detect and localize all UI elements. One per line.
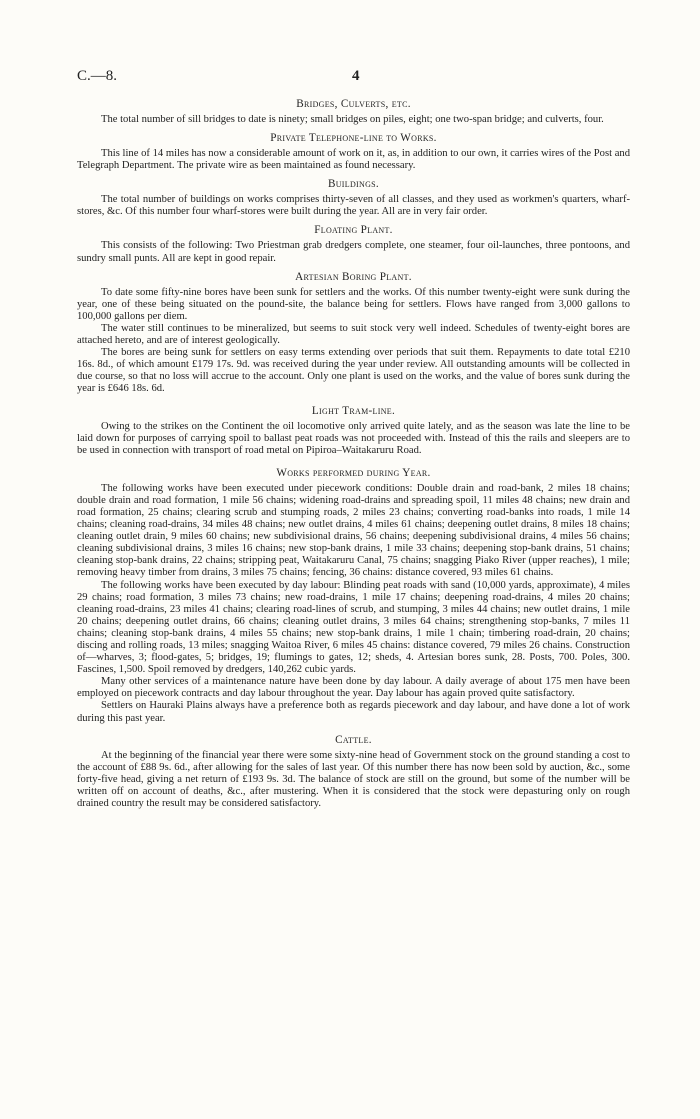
page-header: [77, 68, 630, 90]
section-floating-plant: [77, 224, 630, 264]
section-heading: Bridges, Culverts, etc.: [296, 98, 411, 110]
section-heading: Buildings.: [327, 178, 380, 191]
section-buildings: [77, 178, 630, 218]
section-works-performed: [77, 467, 630, 725]
section-telephone: [77, 132, 630, 172]
section-heading: Works performed during Year.: [276, 466, 431, 479]
section-heading: Artesian Boring Plant.: [295, 270, 412, 283]
paragraph: The following works have been executed under piecework conditions: Double drain and road-bank, 2 miles 18 chains; double drain and road formation, 1 mile 56 chains; widening road-drains and spreading spoil, 11 miles 48 chains; new drain and road formation, 25 chains; clearing scrub and stumping roads, 2 miles 23 chains; converting road-banks into roads, 1 mile 14 chains; cleaning road-drains, 34 miles 48 chains; new outlet drains, 4 miles 61 chains; deepening outlet drains, 8 miles 18 chains; cleaning outlet drain, 9 miles 60 chains; new subdivisional drains, 56 chains; deepening subdivisional drains, 4 miles 56 chains; cleaning subdivisional drains, 3 miles 16 chains; new stop-bank drains, 1 mile 33 chains; deepening stop-bank drains, 51 chains; cleaning stop-bank drains, 22 chains; stripping peat, Waitakaruru Canal, 75 chains; snagging Piako River (upper reaches), 1 mile; removing heavy timber from drains, 3 miles 75 chains; fencing, 36 chains: distance covered, 93 miles 61 chains.: [77, 482, 630, 579]
section-light-tram-line: [77, 405, 630, 457]
section-heading: Private Telephone-line to Works.: [270, 132, 437, 145]
document-code: C.—8.: [77, 68, 118, 84]
paragraph: To date some fifty-nine bores have been sunk for settlers and the works. Of this number twenty-eight were sunk during the year, one of these being situated on the pound-site, the balance being for settlers. Flows have ranged from 3,000 gallons to 100,000 gallons per diem.: [77, 286, 630, 322]
paragraph: This consists of the following: Two Priestman grab dredgers complete, one steamer, four oil-launches, three pontoons, and sundry small punts. All are kept in good repair.: [77, 240, 630, 264]
paragraph: The bores are being sunk for settlers on easy terms extending over periods that suit them. Repayments to date total £210 16s. 8d., of which amount £179 17s. 9d. was received during the year under review. All outstanding amounts will be collected in due course, so that no loss will accrue to the account. Only one plant is used on the works, and the value of bores sunk during the year is £646 18s. 6d.: [77, 347, 630, 395]
section-heading: Cattle.: [335, 733, 372, 746]
section-bridges: [77, 98, 630, 126]
page-number: 4: [352, 68, 360, 84]
section-artesian-boring: [77, 271, 630, 396]
section-heading: Light Tram-line.: [311, 404, 396, 417]
paragraph: Owing to the strikes on the Continent the oil locomotive only arrived quite lately, and as the season was late the line to be laid down for purposes of carrying spoil to ballast peat roads was not proceeded with. Instead of this the rails and sleepers are to be used in connection with transport of road metal on Pipiroa–Waitakaruru Road.: [77, 420, 630, 456]
paragraph: The total number of sill bridges to date is ninety; small bridges on piles, eight; one two-span bridge; and culverts, four.: [101, 114, 604, 125]
paragraph: Settlers on Hauraki Plains always have a preference both as regards piecework and day labour, and have done a lot of work during this past year.: [77, 700, 630, 724]
paragraph: This line of 14 miles has now a considerable amount of work on it, as, in addition to our own, it carries wires of the Post and Telegraph Department. The private wire as been maintained as found necessary.: [77, 148, 630, 172]
section-cattle: [77, 734, 630, 810]
paragraph: Many other services of a maintenance nature have been done by day labour. A daily average of about 175 men have been employed on piecework contracts and day labour throughout the year. Day labour has again proved quite satisfactory.: [77, 676, 630, 700]
section-heading: Floating Plant.: [314, 224, 393, 237]
paragraph: The total number of buildings on works comprises thirty-seven of all classes, and they used as workmen's quarters, wharf-stores, &c. Of this number four wharf-stores were built during the year. All are in very fair order.: [77, 194, 630, 218]
paragraph: The following works have been executed by day labour: Blinding peat roads with sand (10,000 yards, approximate), 4 miles 29 chains; road formation, 3 miles 73 chains; new road-drains, 1 mile 17 chains; deepening road-drains, 4 miles 20 chains; cleaning road-drains, 23 miles 41 chains; clearing road-lines of scrub, and stumping, 3 miles 44 chains; new outlet drains, 1 mile 20 chains; deepening outlet drains, 66 chains; cleaning outlet drains, 3 miles 64 chains; strengthening stop-banks, 7 miles 11 chains; cleaning stop-bank drains, 4 miles 55 chains; new stop-bank drains, 1 mile 1 chain; timbering road-drain, 20 chains; discing and rolling roads, 13 miles; snagging Waitoa River, 6 miles 45 chains: distance covered, 79 miles 26 chains. Construction of—wharves, 3; flood-gates, 5; bridges, 19; flumings to gates, 12; sheds, 4. Artesian bores sunk, 28. Posts, 700. Poles, 300. Fascines, 1,500. Spoil removed by dredgers, 140,262 cubic yards.: [77, 579, 630, 676]
paragraph: The water still continues to be mineralized, but seems to suit stock very well indeed. Schedules of twenty-eight bores are attached hereto, and are of interest geologically.: [77, 322, 630, 347]
paragraph: At the beginning of the financial year there were some sixty-nine head of Government stock on the ground standing a cost to the account of £88 9s. 6d., after allowing for the sales of last year. Of this number there has now been sold by auction, &c., some forty-five head, giving a net return of £193 9s. 3d. The balance of stock are still on the ground, but some of the number will be written off on account of deaths, &c., after mustering. When it is considered that the stock were depasturing only on rough drained country the result may be considered satisfactory.: [77, 749, 630, 810]
